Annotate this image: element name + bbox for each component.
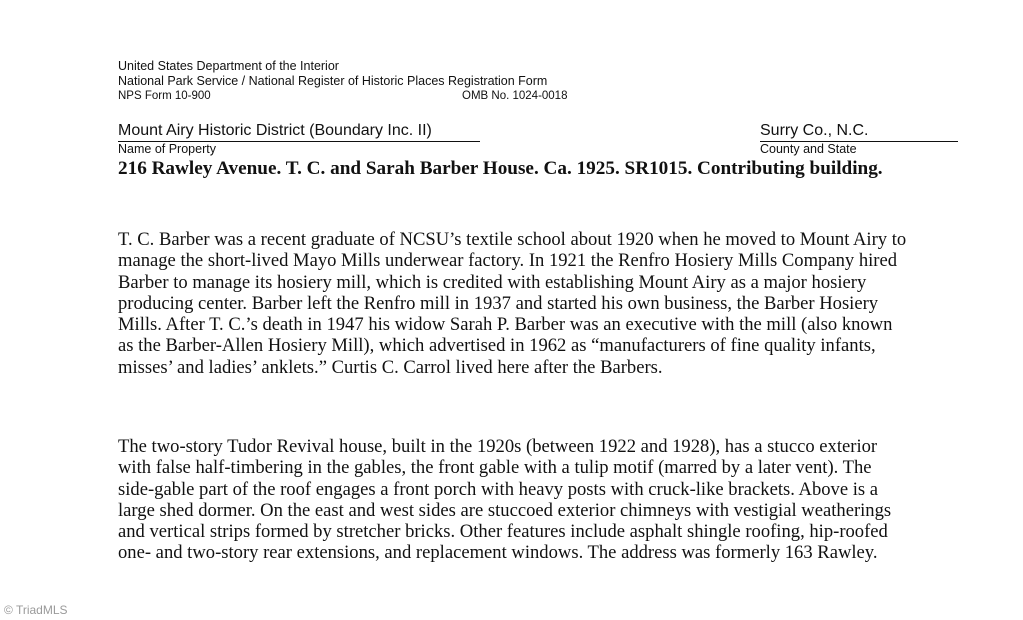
description-paragraph: The two-story Tudor Revival house, built in the 1920s (between 1922 and 1928), has a stucco exterior with false half-timbering in the gables, the front gable with a tulip motif (marred by a later vent). The side-gable part of the roof engages a front porch with heavy posts with cruck-like brackets. Above is a large shed dormer. On the east and west sides are stuccoed exterior chimneys with vestigial weatherings and vertical strips formed by stretcher bricks. Other features include asphalt shingle roofing, hip-roofed one- and two-story rear extensions, and replacement windows. The address was formerly 163 Rawley. [118, 436, 892, 564]
property-name-field: Mount Airy Historic District (Boundary Inc. II) [118, 122, 480, 142]
history-paragraph: T. C. Barber was a recent graduate of NCSU’s textile school about 1920 when he moved to Mount Airy to manage the short-lived Mayo Mills underwear factory. In 1921 the Renfro Hosiery Mills Company hired Barber to manage its hosiery mill, which is credited with establishing Mount Airy as a major hosiery producing center. Barber left the Renfro mill in 1937 and started his own business, the Barber Hosiery Mills. After T. C.’s death in 1947 his widow Sarah P. Barber was an executive with the mill (also known as the Barber-Allen Hosiery Mill), which advertised in 1962 as “manufacturers of fine quality infants, misses’ and ladies’ anklets.” Curtis C. Carrol lived here after the Barbers. [118, 229, 907, 378]
entry-heading: 216 Rawley Avenue. T. C. and Sarah Barber House. Ca. 1925. SR1015. Contributing building. [118, 158, 883, 179]
mls-watermark: © TriadMLS [4, 603, 68, 617]
agency-header: United States Department of the Interior [118, 59, 339, 73]
county-state-field: Surry Co., N.C. [760, 122, 958, 142]
property-name-label: Name of Property [118, 142, 216, 156]
form-number: NPS Form 10-900 [118, 90, 211, 102]
form-title-header: National Park Service / National Register of Historic Places Registration Form [118, 74, 548, 88]
omb-number: OMB No. 1024-0018 [462, 90, 568, 102]
county-state-label: County and State [760, 142, 857, 156]
